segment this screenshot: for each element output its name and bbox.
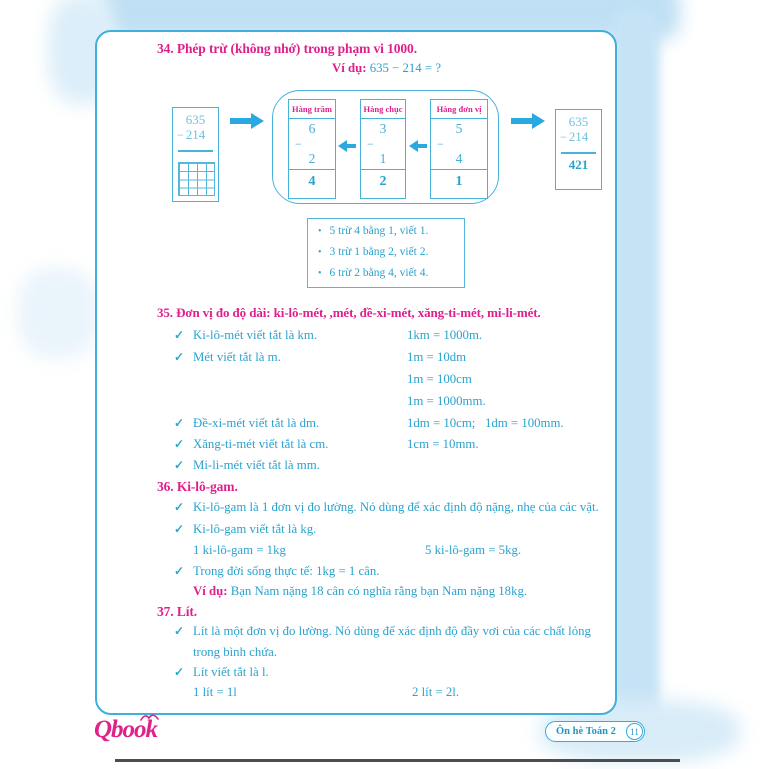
kilogram-row bbox=[97, 500, 615, 518]
bottom-rule bbox=[115, 759, 680, 762]
row-left-text: Xăng-ti-mét viết tắt là cm. bbox=[193, 437, 329, 451]
length-unit-row bbox=[97, 458, 615, 476]
row-text: Ki-lô-gam viết tắt là kg. bbox=[193, 522, 317, 536]
bullet-icon: • bbox=[318, 247, 322, 258]
top-digit: 3 bbox=[379, 121, 387, 136]
column-header: Hàng chục bbox=[361, 100, 405, 119]
minus-sign: − bbox=[560, 130, 567, 144]
row-right-text: 1m = 10dm bbox=[407, 350, 467, 364]
row-right-text: 5 ki-lô-gam = 5kg. bbox=[425, 543, 522, 557]
kilogram-row bbox=[97, 543, 615, 561]
page-number: 11 bbox=[626, 723, 643, 740]
example-text: Bạn Nam nặng 18 cân có nghĩa rằng bạn Nam nặng 18kg. bbox=[230, 584, 528, 598]
length-unit-row bbox=[97, 416, 615, 434]
result-digit: 1 bbox=[431, 169, 487, 194]
kilogram-example-row bbox=[97, 584, 615, 602]
section-34-title: 34. Phép trừ (không nhớ) trong phạm vi 1000. bbox=[157, 41, 417, 56]
section-35-title: 35. Đơn vị đo độ dài: ki-lô-mét, ,mét, đề-xi-mét, xăng-ti-mét, mi-li-mét. bbox=[157, 305, 541, 320]
step-item bbox=[318, 267, 428, 279]
length-unit-row bbox=[97, 350, 615, 368]
column-header: Hàng đơn vị bbox=[431, 100, 487, 119]
minus-sign: − bbox=[437, 137, 444, 151]
minuend: 635 bbox=[568, 114, 589, 129]
minuend: 635 bbox=[185, 112, 206, 127]
qbook-logo-text: Qbook bbox=[94, 716, 158, 743]
bullet-icon: • bbox=[318, 268, 322, 279]
check-icon: ✓ bbox=[174, 416, 185, 430]
section-37-title: 37. Lít. bbox=[157, 604, 198, 619]
row-text: Lít là một đơn vị đo lường. Nó dùng để xác định độ đầy vơi của các chất lỏng bbox=[193, 624, 591, 638]
step-item bbox=[318, 246, 428, 258]
kilogram-row bbox=[97, 564, 615, 582]
row-right-text: 1km = 1000m. bbox=[407, 328, 483, 342]
arrow-right-icon bbox=[511, 113, 545, 129]
check-icon: ✓ bbox=[174, 624, 185, 638]
column-header: Hàng trăm bbox=[289, 100, 335, 119]
kilogram-row bbox=[97, 522, 615, 540]
check-icon: ✓ bbox=[174, 328, 185, 342]
row-text: Ki-lô-gam là 1 đơn vị đo lường. Nó dùng để xác định độ nặng, nhẹ của các vật. bbox=[193, 500, 599, 514]
page-content-card bbox=[95, 30, 617, 715]
answer-grid bbox=[178, 162, 215, 196]
subtraction-box-unsolved bbox=[172, 107, 219, 202]
check-icon: ✓ bbox=[174, 437, 185, 451]
row-right-text: 1m = 100cm bbox=[407, 372, 472, 386]
length-unit-row bbox=[97, 328, 615, 346]
check-icon: ✓ bbox=[174, 564, 185, 578]
place-column-tens bbox=[360, 99, 406, 199]
step-text: 5 trừ 4 bằng 1, viết 1. bbox=[329, 225, 429, 237]
badge-title: Ôn hè Toán 2 bbox=[556, 726, 616, 737]
arrow-right-icon bbox=[230, 113, 264, 129]
example-label: Ví dụ: bbox=[193, 584, 228, 598]
minus-sign: − bbox=[177, 128, 184, 142]
top-digit: 6 bbox=[308, 121, 316, 136]
row-right-text: 1dm = 10cm; 1dm = 100mm. bbox=[407, 416, 564, 430]
row-right-text: 2 lít = 2l. bbox=[412, 685, 460, 699]
subtraction-box-solved bbox=[555, 109, 602, 190]
page-badge bbox=[545, 721, 645, 742]
row-left-text: Mi-li-mét viết tắt là mm. bbox=[193, 458, 320, 472]
minus-sign: − bbox=[367, 137, 374, 151]
length-unit-row bbox=[97, 372, 615, 390]
watercolor-right-strip bbox=[612, 10, 660, 740]
place-value-container bbox=[272, 90, 499, 204]
liter-row bbox=[97, 645, 615, 663]
place-column-units bbox=[430, 99, 488, 199]
length-unit-row bbox=[97, 394, 615, 412]
subtrahend: 214 bbox=[185, 127, 206, 142]
row-text: trong bình chứa. bbox=[193, 645, 278, 659]
length-unit-row bbox=[97, 437, 615, 455]
check-icon: ✓ bbox=[174, 350, 185, 364]
bottom-digit: 1 bbox=[379, 151, 387, 166]
result-digit: 2 bbox=[361, 169, 405, 194]
row-left-text: Đề-xi-mét viết tắt là dm. bbox=[193, 416, 320, 430]
row-left-text: 1 ki-lô-gam = 1kg bbox=[193, 543, 286, 557]
bullet-icon: • bbox=[318, 226, 322, 237]
result-line bbox=[561, 152, 596, 154]
check-icon: ✓ bbox=[174, 665, 185, 679]
result-digit: 4 bbox=[289, 169, 335, 194]
row-text: Lít viết tắt là l. bbox=[193, 665, 269, 679]
place-column-hundreds bbox=[288, 99, 336, 199]
check-icon: ✓ bbox=[174, 458, 185, 472]
qbook-logo bbox=[94, 716, 184, 762]
step-text: 6 trừ 2 bằng 4, viết 4. bbox=[329, 267, 429, 279]
subtraction-steps-box bbox=[307, 218, 465, 288]
bird-icon bbox=[140, 712, 160, 722]
bottom-digit: 2 bbox=[308, 151, 316, 166]
watercolor-left-mid bbox=[18, 268, 98, 358]
liter-row bbox=[97, 685, 615, 703]
top-digit: 5 bbox=[455, 121, 463, 136]
arrow-left-icon bbox=[338, 140, 356, 152]
row-right-text: 1m = 1000mm. bbox=[407, 394, 486, 408]
subtrahend: 214 bbox=[568, 129, 589, 144]
minus-sign: − bbox=[295, 137, 302, 151]
section-36-title: 36. Ki-lô-gam. bbox=[157, 479, 238, 494]
section-34-example-line bbox=[332, 61, 441, 76]
arrow-left-icon bbox=[409, 140, 427, 152]
row-text bbox=[193, 584, 527, 599]
check-icon: ✓ bbox=[174, 522, 185, 536]
liter-row bbox=[97, 624, 615, 642]
liter-row bbox=[97, 665, 615, 683]
row-left-text: Mét viết tắt là m. bbox=[193, 350, 281, 364]
difference-result: 421 bbox=[568, 157, 589, 172]
step-text: 3 trừ 1 bằng 2, viết 2. bbox=[329, 246, 429, 258]
row-right-text: 1cm = 10mm. bbox=[407, 437, 479, 451]
row-text: Trong đời sống thực tế: 1kg = 1 cân. bbox=[193, 564, 380, 578]
example-label: Ví dụ: bbox=[332, 61, 367, 75]
row-left-text: Ki-lô-mét viết tắt là km. bbox=[193, 328, 318, 342]
example-expression: 635 − 214 = ? bbox=[369, 61, 442, 75]
check-icon: ✓ bbox=[174, 500, 185, 514]
bottom-digit: 4 bbox=[455, 151, 463, 166]
row-left-text: 1 lít = 1l bbox=[193, 685, 237, 699]
step-item bbox=[318, 225, 428, 237]
result-line bbox=[178, 150, 213, 152]
